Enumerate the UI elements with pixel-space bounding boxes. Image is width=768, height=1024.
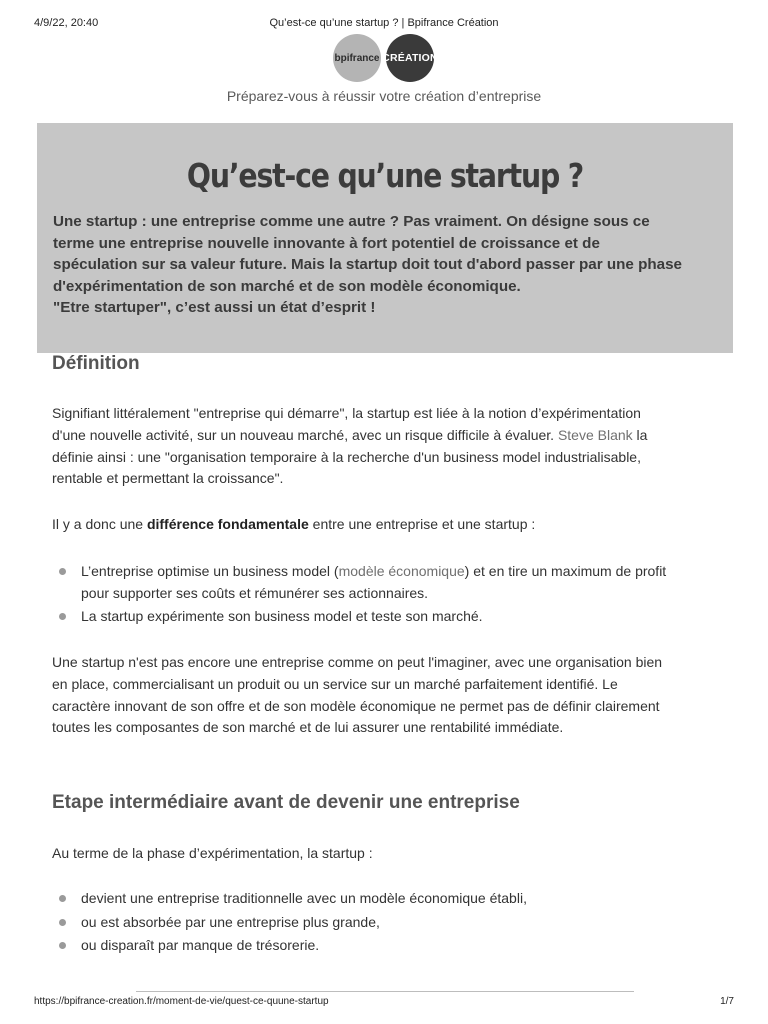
paragraph-line: toutes les composantes de son marché et de lui assurer une rentabilité immédiate. — [52, 719, 564, 736]
bullet-icon — [59, 919, 66, 926]
emphasis-text: différence fondamentale — [146, 516, 309, 532]
bullet-icon — [59, 942, 66, 949]
hero-lead-line: spéculation sur sa valeur future. Mais la startup doit tout d'abord passer par une phase — [53, 256, 682, 273]
definition-paragraph-3 — [52, 652, 722, 739]
tagline: Préparez-vous à réussir votre création d’entreprise — [226, 88, 542, 104]
bullet-icon — [59, 895, 66, 902]
hero-lead-line: "Etre startuper", c’est aussi un état d’esprit ! — [53, 299, 376, 316]
list-item-text: devient une entreprise traditionnelle avec un modèle économique établi, — [81, 890, 527, 906]
modele-economique-link[interactable]: modèle économique — [338, 563, 465, 579]
list-item — [52, 912, 722, 934]
paragraph-text: entre une entreprise et une startup : — [308, 516, 536, 532]
list-item — [52, 888, 722, 910]
page-number: 1/7 — [720, 996, 734, 1007]
paragraph-line: Une startup n'est pas encore une entreprise comme on peut l'imaginer, avec une organisation bien — [52, 654, 663, 670]
paragraph-line: rentable et permettant la croissance". — [52, 470, 284, 487]
print-page-title: Qu’est-ce qu’une startup ? | Bpifrance Création — [269, 17, 499, 29]
steve-blank-link[interactable]: Steve Blank — [557, 426, 633, 443]
list-item — [52, 606, 722, 628]
list-item-text: ) et en tire un maximum de profit — [464, 563, 667, 579]
definition-paragraph-1 — [52, 403, 722, 490]
list-item-text: ou est absorbée par une entreprise plus grande, — [81, 913, 380, 930]
comparison-list — [52, 561, 722, 628]
paragraph-text: la — [632, 426, 648, 443]
print-footer — [34, 996, 734, 1010]
paragraph-line: définie ainsi : une "organisation temporaire à la recherche d'un business model industrialisable, — [52, 448, 641, 465]
paragraph-line: Signifiant littéralement "entreprise qui démarre", la startup est liée à la notion d’expérimentation — [52, 405, 641, 421]
section-heading-definition: Définition — [52, 353, 140, 374]
definition-paragraph-2 — [52, 514, 722, 536]
etape-intro: Au terme de la phase d’expérimentation, la startup : — [52, 845, 373, 861]
page-title: Qu’est-ce qu’une startup ? — [186, 156, 584, 195]
hero-lead-line: d'expérimentation de son marché et de son modèle économique. — [53, 277, 521, 295]
hero-banner — [37, 123, 733, 353]
hero-lead-line: Une startup : une entreprise comme une autre ? Pas vraiment. On désigne sous ce — [53, 213, 650, 230]
paragraph-line: en place, commercialisant un produit ou un service sur un marché parfaitement identifié. Le — [52, 675, 618, 692]
outcome-list — [52, 888, 722, 957]
hero-lead-line: terme une entreprise nouvelle innovante à fort potentiel de croissance et de — [53, 234, 600, 252]
print-url: https://bpifrance-creation.fr/moment-de-vie/quest-ce-quune-startup — [34, 996, 329, 1007]
list-item — [52, 935, 722, 957]
list-item-text: L’entreprise optimise un business model ( — [81, 563, 339, 579]
paragraph-line — [52, 425, 722, 447]
list-item — [52, 561, 722, 604]
bpifrance-logo[interactable]: bpifrance — [333, 34, 381, 82]
creation-logo[interactable]: CRÉATION — [386, 34, 434, 82]
print-datetime: 4/9/22, 20:40 — [34, 17, 99, 29]
list-item-text: ou disparaît par manque de trésorerie. — [81, 937, 320, 953]
paragraph-line: caractère innovant de son offre et de son modèle économique ne permet pas de définir clairement — [52, 697, 660, 714]
paragraph-text: Il y a donc une — [52, 516, 147, 532]
bullet-icon — [59, 613, 66, 620]
paragraph-text: d'une nouvelle activité, sur un nouveau marché, avec un risque difficile à évaluer. — [52, 426, 558, 443]
list-item-text: pour supporter ses coûts et rémunérer ses actionnaires. — [81, 584, 429, 601]
section-heading-etape: Etape intermédiaire avant de devenir une entreprise — [52, 792, 520, 813]
bullet-icon — [59, 568, 66, 575]
hero-lead — [53, 211, 733, 319]
list-item-text: La startup expérimente son business model et teste son marché. — [81, 608, 483, 624]
brand-logos[interactable] — [333, 34, 438, 82]
footer-divider — [136, 991, 634, 992]
print-header — [34, 17, 734, 31]
